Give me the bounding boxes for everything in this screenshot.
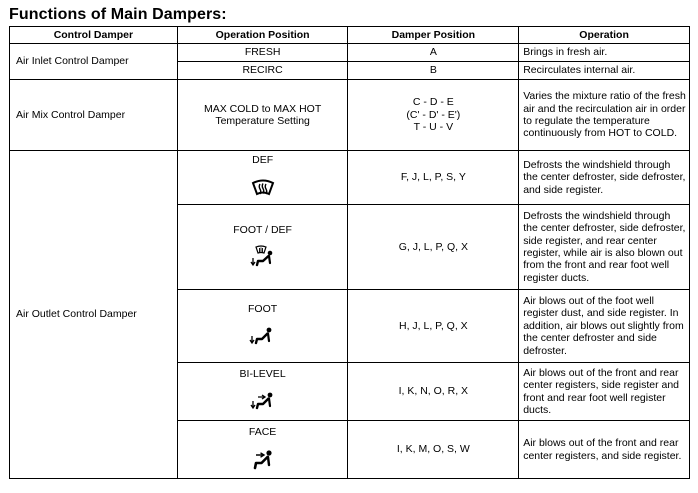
operation-position: RECIRC — [177, 62, 348, 80]
bi-level-icon — [178, 389, 348, 415]
header-damper-position: Damper Position — [348, 27, 519, 44]
operation-text: Recirculates internal air. — [519, 62, 690, 80]
operation-position — [177, 205, 348, 290]
operation-text: Defrosts the windshield through the center defroster, side defroster, side register, and rear center register, while air is also blown out from the front and rear foot well register ducts. — [519, 205, 690, 290]
operation-text: Air blows out of the foot well register dust, and side register. In addition, air blows out slightly from the center defroster and side defroster. — [519, 290, 690, 363]
operation-position — [177, 290, 348, 363]
control-damper-air-inlet: Air Inlet Control Damper — [10, 44, 178, 80]
defroster-icon — [178, 175, 348, 201]
position-label: FOOT — [248, 302, 278, 315]
table-row — [10, 151, 690, 205]
control-damper-air-outlet: Air Outlet Control Damper — [10, 151, 178, 479]
operation-text: Defrosts the windshield through the center defroster, side defroster, and side register. — [519, 151, 690, 205]
damper-position: B — [348, 62, 519, 80]
damper-line: (C' - D' - E') — [406, 108, 461, 121]
damper-position: A — [348, 44, 519, 62]
page-title: Functions of Main Dampers: — [9, 6, 227, 23]
damper-line: T - U - V — [413, 121, 454, 134]
damper-line: C - D - E — [412, 96, 454, 109]
position-label: FOOT / DEF — [233, 223, 292, 236]
damper-position — [348, 80, 519, 151]
foot-vent-icon — [178, 323, 348, 349]
face-vent-icon — [178, 447, 348, 473]
operation-position — [177, 363, 348, 421]
table-header-row — [10, 27, 690, 44]
foot-defrost-icon — [178, 244, 348, 270]
damper-position: I, K, M, O, S, W — [348, 421, 519, 479]
operation-text: Air blows out of the front and rear center registers, side register and front and rear foot well register ducts. — [519, 363, 690, 421]
header-control-damper: Control Damper — [10, 27, 178, 44]
dampers-table — [9, 26, 690, 479]
operation-position — [177, 151, 348, 205]
operation-text: Brings in fresh air. — [519, 44, 690, 62]
operation-position — [177, 421, 348, 479]
position-line: Temperature Setting — [215, 115, 310, 127]
operation-position — [177, 80, 348, 151]
position-line: MAX COLD to MAX HOT — [203, 102, 322, 115]
damper-position: I, K, N, O, R, X — [348, 363, 519, 421]
damper-position: F, J, L, P, S, Y — [348, 151, 519, 205]
operation-position: FRESH — [177, 44, 348, 62]
control-damper-air-mix: Air Mix Control Damper — [10, 80, 178, 151]
damper-position: H, J, L, P, Q, X — [348, 290, 519, 363]
header-operation: Operation — [519, 27, 690, 44]
position-label: FACE — [248, 426, 277, 439]
table-row — [10, 80, 690, 151]
table-row — [10, 44, 690, 62]
position-label: BI-LEVEL — [239, 368, 286, 381]
operation-text: Varies the mixture ratio of the fresh air and the recirculation air in order to regulate the temperature continuously from HOT to COLD. — [519, 80, 690, 151]
damper-position: G, J, L, P, Q, X — [348, 205, 519, 290]
header-operation-position: Operation Position — [177, 27, 348, 44]
position-label: DEF — [252, 154, 274, 167]
operation-text: Air blows out of the front and rear center registers, and side register. — [519, 421, 690, 479]
